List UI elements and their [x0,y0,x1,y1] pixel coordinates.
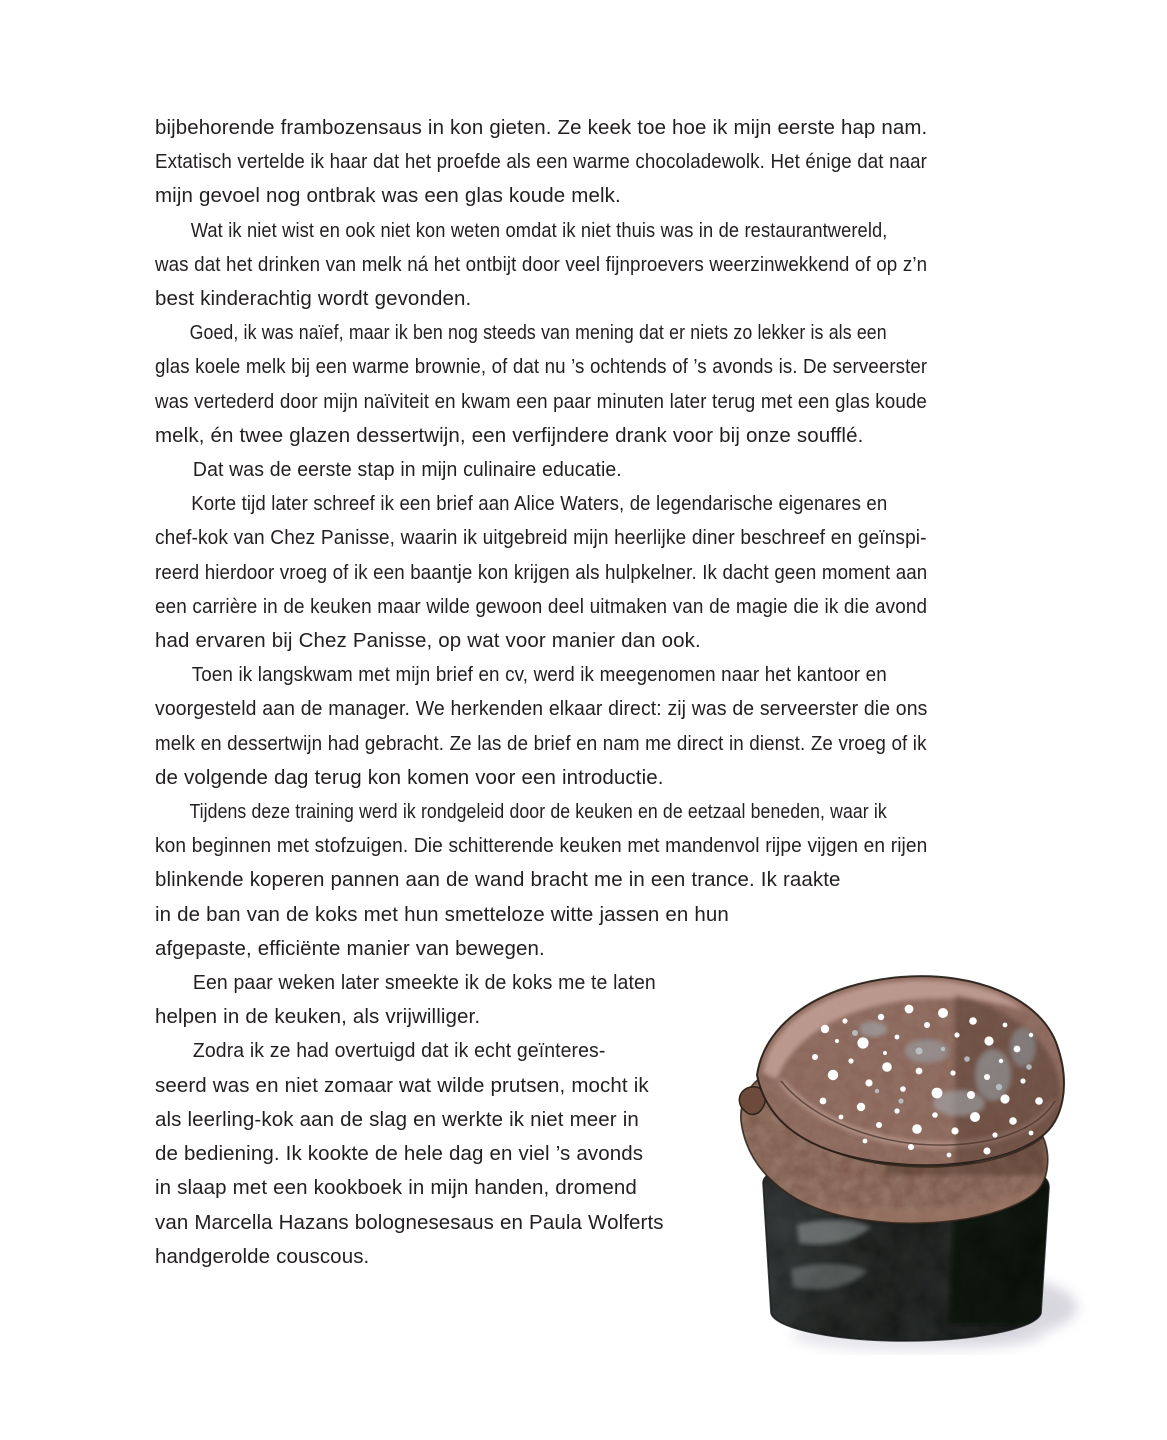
text-line: was vertederd door mijn naïviteit en kwam een paar minuten later terug met een glas koude [155,389,927,413]
illustration-shadow [791,1273,1077,1352]
text-line: Dat was de eerste stap in mijn culinaire educatie. [192,458,622,482]
text-line: helpen in de keuken, als vrijwilliger. [155,1005,481,1029]
text-line: Zodra ik ze had overtuigd dat ik echt geïnteres- [192,1039,606,1063]
text-line: melk en dessertwijn had gebracht. Ze las de brief en nam me direct in dienst. Ze vroeg of ik [155,731,927,755]
text-line: blinkende koperen pannen aan de wand bracht me in een trance. Ik raakte [155,868,841,892]
text-line: Extatisch vertelde ik haar dat het proefde als een warme chocoladewolk. Het énige dat naar [155,150,927,174]
text-line: als leerling-kok aan de slag en werkte ik niet meer in [155,1107,639,1131]
text-line: voorgesteld aan de manager. We herkenden elkaar direct: zij was de serveerster die ons [155,697,928,721]
text-line: Korte tijd later schreef ik een brief aan Alice Waters, de legendarische eigenares en [191,492,888,516]
paragraph [155,1034,927,1273]
text-line: een carrière in de keuken maar wilde gewoon deel uitmaken van de magie die ik die avond [155,594,928,618]
text-line: de volgende dag terug kon komen voor een introductie. [155,765,664,789]
text-line: Wat ik niet wist en ook niet kon weten omdat ik niet thuis was in de restaurantwereld, [190,218,888,242]
text-line: Goed, ik was naïef, maar ik ben nog steeds van mening dat er niets zo lekker is als een [189,321,887,345]
text-line: de bediening. Ik kookte de hele dag en viel ’s avonds [155,1142,644,1166]
paragraph [155,966,927,1034]
text-line: Toen ik langskwam met mijn brief en cv, werd ik meegenomen naar het kantoor en [191,663,887,687]
text-line: in de ban van de koks met hun smetteloze witte jassen en hun [155,902,729,926]
text-line: Tijdens deze training werd ik rondgeleid door de keuken en de eetzaal beneden, waar ik [189,800,887,824]
text-line: afgepaste, efficiënte manier van bewegen. [155,936,545,960]
text-line: bijbehorende frambozensaus in kon gieten. Ze keek toe hoe ik mijn eerste hap nam. [155,116,928,139]
text-line: Een paar weken later smeekte ik de koks me te laten [192,971,656,995]
text-line: chef-kok van Chez Panisse, waarin ik uitgebreid mijn heerlijke diner beschreef en geïnspi- [155,526,927,550]
text-line: mijn gevoel nog ontbrak was een glas koude melk. [155,184,621,208]
paragraph [155,316,927,453]
text-line: kon beginnen met stofzuigen. Die schitterende keuken met mandenvol rijpe vijgen en rijen [155,834,928,858]
text-line: in slaap met een kookboek in mijn handen, dromend [155,1176,637,1200]
paragraph [155,214,927,317]
text-line: melk, én twee glazen dessertwijn, een verfijndere drank voor bij onze soufflé. [155,423,864,447]
text-line: seerd was en niet zomaar wat wilde prutsen, mocht ik [155,1073,649,1097]
paragraph [155,487,927,658]
paragraph [155,111,927,214]
paragraph [155,795,927,966]
text-line: glas koele melk bij een warme brownie, of dat nu ’s ochtends of ’s avonds is. De serveerster [155,355,928,379]
text-line: had ervaren bij Chez Panisse, op wat voor manier dan ook. [155,629,701,653]
text-line: reerd hierdoor vroeg of ik een baantje kon krijgen als hulpkelner. Ik dacht geen moment aan [155,560,928,584]
body-text [155,111,927,1274]
text-line: van Marcella Hazans bolognesesaus en Paula Wolferts [155,1210,664,1234]
text-line: was dat het drinken van melk ná het ontbijt door veel fijnproevers weerzinwekkend of op z’n [155,252,928,276]
paragraph [155,658,927,795]
text-line: best kinderachtig wordt gevonden. [155,287,472,311]
paragraph [155,453,927,487]
text-line: handgerolde couscous. [155,1244,370,1268]
